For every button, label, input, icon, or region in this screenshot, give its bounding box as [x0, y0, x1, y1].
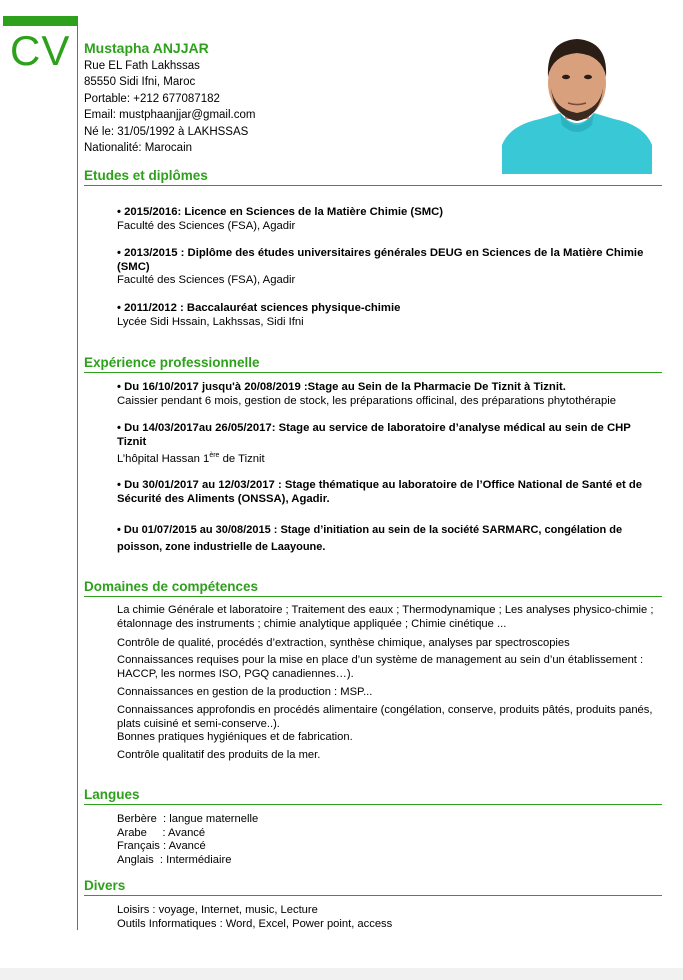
address-line: Rue EL Fath Lakhssas [84, 60, 200, 72]
nationality-line: Nationalité: Marocain [84, 142, 193, 155]
experience-item [117, 479, 662, 506]
competence-item: Contrôle qualitatif des produits de la mer. [117, 749, 321, 761]
cv-vertical-rule [77, 16, 78, 930]
competence-item: Connaissances en gestion de la production : MSP... [117, 686, 373, 698]
experience-item-title: • Du 01/07/2015 au 30/08/2015 : Stage d’initiation au sein de la société SARMARC, congélation de poisson, zone industrielle de Laayoune. [117, 524, 623, 553]
experience-item [117, 381, 662, 408]
city-line: 85550 Sidi Ifni, Maroc [84, 76, 196, 89]
section-rule-competences [84, 596, 662, 597]
divers-list [117, 904, 662, 931]
section-rule-divers [84, 895, 662, 896]
section-title-competences: Domaines de compétences [84, 579, 259, 594]
phone-line: Portable: +212 677087182 [84, 92, 220, 105]
section-title-divers: Divers [84, 878, 126, 893]
etudes-item-place: Faculté des Sciences (FSA), Agadir [117, 219, 296, 232]
section-title-experience: Expérience professionnelle [84, 355, 260, 370]
page-bottom-strip [0, 968, 683, 980]
section-rule-etudes [84, 185, 662, 186]
cv-accent-bar [3, 16, 78, 26]
birth-line: Né le: 31/05/1992 à LAKHSSAS [84, 125, 249, 138]
etudes-item-place: Lycée Sidi Hssain, Lakhssas, Sidi Ifni [117, 315, 304, 328]
section-rule-langues [84, 804, 662, 805]
competence-item: Contrôle de qualité, procédés d’extraction, synthèse chimique, analyses par spectroscopies [117, 637, 570, 649]
etudes-item [117, 247, 662, 288]
experience-item-detail: Caissier pendant 6 mois, gestion de stock, les préparations officinal, des préparations phytothérapie [117, 394, 617, 407]
language-item: Berbère : langue maternelle [117, 813, 259, 825]
divers-item: Loisirs : voyage, Internet, music, Lecture [117, 904, 318, 916]
etudes-item [117, 206, 662, 233]
competence-item: Bonnes pratiques hygiéniques et de fabrication. [117, 731, 353, 743]
experience-item [117, 522, 662, 556]
experience-item-detail [117, 449, 662, 466]
experience-item-title: • Du 16/10/2017 jusqu'à 20/08/2019 :Stage au Sein de la Pharmacie De Tiznit à Tiznit. [117, 381, 566, 393]
etudes-item-title: • 2015/2016: Licence en Sciences de la Matière Chimie (SMC) [117, 206, 444, 218]
etudes-item-title: • 2013/2015 : Diplôme des études universitaires générales DEUG en Sciences de la Matière Chimie (SMC) [117, 247, 644, 273]
section-title-langues: Langues [84, 787, 140, 802]
experience-item [117, 422, 662, 466]
contact-block [84, 58, 255, 156]
competence-item: La chimie Générale et laboratoire ; Traitement des eaux ; Thermodynamique ; Les analyses physico-chimie ; étalonnage des instruments ; chimie analytique appliquée ; Chimie cinétique ... [117, 604, 654, 630]
language-item: Français : Avancé [117, 840, 206, 853]
candidate-name: Mustapha ANJJAR [84, 40, 209, 56]
language-item: Anglais : Intermédiaire [117, 853, 232, 866]
detail-prefix: L’hôpital Hassan 1 [117, 452, 210, 465]
experience-item-title: • Du 30/01/2017 au 12/03/2017 : Stage thématique au laboratoire de l’Office National de Santé et de Sécurité des Aliments (ONSSA), Agadir. [117, 479, 643, 505]
email-line: Email: mustphaanjjar@gmail.com [84, 109, 256, 122]
etudes-item-title: • 2011/2012 : Baccalauréat sciences physique-chimie [117, 302, 401, 314]
detail-superscript: ère [209, 452, 220, 459]
competence-item: Connaissances requises pour la mise en place d’un système de management au sein d’un établissement : HACCP, les normes ISO, PGQ canadiennes…). [117, 654, 644, 680]
section-rule-experience [84, 372, 662, 373]
section-title-etudes: Etudes et diplômes [84, 168, 208, 183]
detail-suffix: de Tiznit [219, 452, 265, 465]
etudes-item-place: Faculté des Sciences (FSA), Agadir [117, 274, 296, 286]
language-item: Arabe : Avancé [117, 826, 206, 839]
etudes-item [117, 302, 662, 329]
language-list [117, 813, 662, 867]
profile-photo [502, 33, 652, 174]
competence-item: Connaissances approfondis en procédés alimentaire (congélation, conserve, produits pâtés, produits panés, plats cuisiné et semi-conserve..). [117, 704, 653, 730]
divers-item: Outils Informatiques : Word, Excel, Power point, access [117, 917, 393, 930]
cv-label: CV [10, 27, 71, 74]
experience-item-title: • Du 14/03/2017au 26/05/2017: Stage au service de laboratoire d’analyse médical au sein de CHP Tiznit [117, 422, 631, 448]
